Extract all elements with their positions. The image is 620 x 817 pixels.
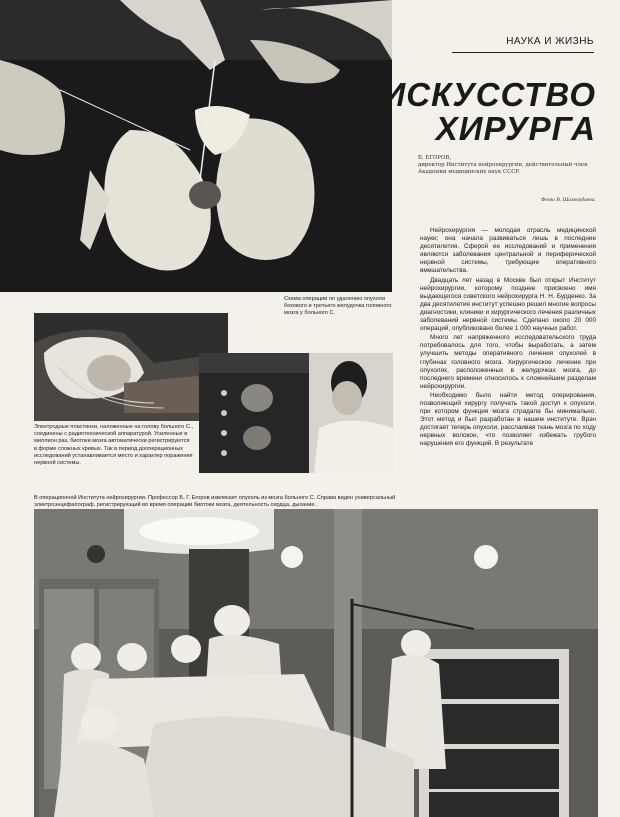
- author-title: директор Института нейрохирургии, действительный член Академии медицинских наук СССР.: [418, 161, 588, 175]
- electrodes-caption: Электродные пластинки, наложенные на голову больного С., соединены с радиотехнической аппаратурой. Усиленные в миллион раз, биотоки мозга автоматически регистрируются в форме сложных кривых. Так в период дооперационных исследований устанавливается место и характер поражения нервной системы.: [34, 424, 193, 467]
- photo-credit: Фото В. Шахвердиева.: [540, 197, 596, 203]
- article-body: [420, 227, 596, 450]
- rubric-divider: [452, 52, 594, 53]
- author-name: Б. ЕГОРОВ,: [418, 155, 452, 161]
- brain-model-photo: [0, 0, 392, 292]
- body-paragraph: Нейрохирургия — молодая отрасль медицинской науки; она начала развиваться лишь в последние десятилетия. Сферой ее исследований и применения являются заболевания центральной и периферической нервной системы, требующие оперативного вмешательства.: [420, 227, 596, 275]
- article-title-line2: ХИРУРГА: [435, 110, 596, 147]
- operating-room-caption: В операционной Института нейрохирургии. Профессор Б. Г. Егоров извлекает опухоль из мозга больного С. Справа виден универсальный электроэнцефалограф, регистрирующий во время операции биотоки мозга, деятельность сердца, дыхание.: [34, 495, 396, 509]
- author-block: [418, 155, 598, 175]
- scientist-oscillograph-photo: [199, 353, 393, 473]
- body-paragraph: Необходимо было найти метод оперирования, позволяющий хирургу получать такой доступ к опухоли, при котором функция мозга страдала бы минимально. Этот метод и был разработан в нашем институте. Врач достигает теперь опухоли, расслаивая ткань мозга по ходу нервных волокон, что позволяет избежать грубого нарушения его функций. В результате: [420, 391, 596, 448]
- scheme-caption: Схема операции по удалению опухоли бокового и третьего желудочка головного мозга у больного С.: [284, 296, 392, 317]
- operating-room-photo: [34, 509, 598, 817]
- article-title-line1: ИСКУССТВО: [381, 76, 596, 113]
- body-paragraph: Двадцать лет назад в Москве был открыт Институт нейрохирургии, которому позднее присвоено имя выдающегося советского нейрохирурга Н. Н. Бурденко. За два десятилетия институт успешно решил многие вопросы диагностики, клиники и хирургического лечения различных заболеваний нервной системы. Сделано около 20 000 операций, опубликовано более 1 000 научных работ.: [420, 276, 596, 333]
- magazine-rubric: НАУКА И ЖИЗНЬ: [506, 36, 594, 47]
- body-paragraph: Много лет напряженного исследовательского труда потребовалось для того, чтобы выработать, а затем улучшить методы оперативного лечения опухолей в глубинах головного мозга. Хирургическое лечение при опухолях, расположенных в желудочках мозга, до последнего времени относилось к сложнейшим разделам нейрохирургии.: [420, 334, 596, 390]
